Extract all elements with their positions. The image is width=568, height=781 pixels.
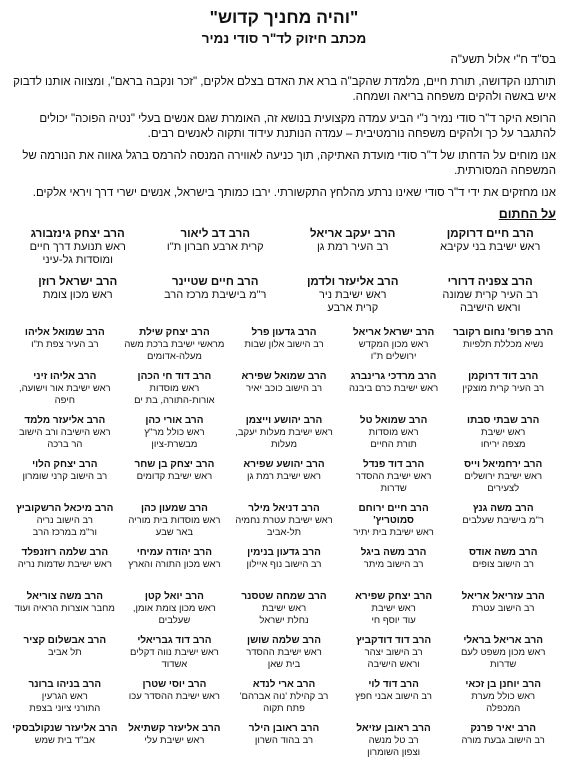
signatory-title: רב הישוב צופים: [472, 559, 534, 570]
signatory-name: הרב חיים דרוקמן: [446, 228, 534, 240]
signatory-title: ראש מכון צומת: [42, 289, 113, 301]
signatory-name: הרב משה ביגל: [360, 547, 427, 558]
signatory-title: ראש ישיבת מעלות יעקב,: [235, 427, 333, 438]
signatory-name: הרב יצחק שילת: [139, 327, 210, 338]
signatory: [341, 547, 447, 585]
signatory-title: וראש הישיבה: [367, 658, 420, 670]
signatory: [231, 503, 337, 541]
signatory-name: הרב דוד לוי: [368, 679, 419, 690]
signatory-title: ור"מ במרכז הרב: [32, 526, 97, 538]
signatory-title: תל-אביב: [266, 526, 302, 538]
signatory-name: הרב אליעזר קשתיאל: [128, 723, 221, 734]
signatory: [122, 371, 228, 409]
signatory-title: נחלת ישראל: [259, 614, 309, 626]
signatory-name: הרב ירחמיאל וייס: [464, 459, 543, 470]
signatory-title: המכפלה: [486, 702, 521, 714]
signatory-title: עוד יוסף חי: [371, 614, 416, 626]
signatory-name: הרב שמחה שטסנר: [241, 591, 327, 602]
signatory-name: הרב אליעזר ולדמן: [306, 276, 399, 288]
signatory-title: קרית ארבע חברון ת"ו: [166, 241, 264, 253]
signatory-name: הרב שמואל טל: [359, 415, 428, 426]
signatory: [12, 679, 118, 717]
signatory: [12, 591, 118, 629]
signatory: [450, 415, 556, 453]
signatory: [450, 547, 556, 585]
signatory: [12, 415, 118, 453]
signatory-name: הרב יהושע שפירא: [243, 459, 325, 470]
signatory-name: הרב שלמה רוזנפלד: [21, 547, 109, 558]
signatory-name: הרב יצחק גינזבורג: [30, 228, 125, 240]
signatory-name: הרב צפניה דרורי: [447, 276, 533, 288]
signatory-name: הרב יהודה עמיחי: [136, 547, 213, 558]
signatory-title: חיפה: [54, 394, 75, 406]
signatory: [12, 227, 144, 267]
signatory: [231, 327, 337, 365]
signatory-name: הרב דוד דרוקמן: [468, 371, 539, 382]
signatory-title: ראש מוסדות: [149, 383, 200, 394]
signatory-title: רב הישוב אלון שבות: [244, 339, 324, 350]
signatory-title: ראש מכון צומת אומן,: [132, 603, 216, 614]
signatory-title: ראש ישיבת ניר: [319, 289, 387, 301]
senior-signatories-grid: [12, 227, 556, 323]
signatory-title: ר"מ בישיבת מרכז הרב: [164, 289, 267, 301]
signatory-title: ראש מכון התורה והארץ: [128, 559, 221, 570]
signatory-title: ראש מכון המקדש: [358, 339, 429, 350]
signatory: [341, 415, 447, 453]
signatory-name: הרב יצחק בן שחר: [134, 459, 215, 470]
signatory-name: הרב יעקב אריאל: [310, 228, 396, 240]
signatory-title: רב טל מנשה: [368, 735, 419, 746]
signatory-name: הרב חיים ירוחם סמוטריץ': [358, 503, 429, 526]
signatory-name: הרב דוד פנדל: [363, 459, 425, 470]
signatory-title: ראש ישיבת נווה דקלים: [129, 647, 219, 658]
signatory-title: ראש מוסדות בית מוריה: [128, 515, 221, 526]
signatory: [122, 415, 228, 453]
signatory-title: ראש ישיבת כרם ביבנה: [349, 383, 439, 394]
signatory-name: הרב משה אודס: [468, 547, 538, 558]
signatory-name: הרב אליהו זיני: [33, 371, 97, 382]
signatory: [341, 503, 447, 541]
signatory: [450, 327, 556, 365]
signatory: [231, 723, 337, 761]
signatory-title: ראש מוסדות: [368, 427, 419, 438]
signatory: [450, 679, 556, 717]
signatory: [150, 275, 282, 315]
signatory-name: הרב מיכאל הרשקוביץ: [16, 503, 114, 514]
signatory: [341, 723, 447, 761]
signatory-title: קרית ארבע: [327, 302, 379, 314]
signatory-name: הרב דוד דודקביץ: [356, 635, 432, 646]
signatory: [341, 327, 447, 365]
signatory-title: ראש ישיבת ירושלים: [464, 471, 543, 482]
signatory-name: הרב יאיר פרנק: [470, 723, 537, 734]
signatory-title: נשיא מכללת תלפיות: [463, 339, 544, 350]
signatory-title: פתח תקוה: [263, 702, 305, 714]
signatory-name: הרב שמואל שפירא: [241, 371, 327, 382]
signatory-title: רב הישוב יצהר: [364, 647, 423, 658]
signatory-title: מחבר אוצרות הראיה ועוד: [14, 603, 115, 614]
signatory-title: ראש מכון משפט לעם: [460, 647, 546, 658]
signatory-title: ראש תנועת דרך חיים: [29, 241, 126, 253]
signatory-name: הרב יהושע וייצמן: [245, 415, 323, 426]
signatory: [341, 635, 447, 673]
signatory-title: באר שבע: [155, 526, 194, 538]
signatory: [231, 371, 337, 409]
signatory: [122, 723, 228, 761]
signatory-name: הרב יצחק הלוי: [32, 459, 98, 470]
signatory-name: הרב ארי לנדא: [252, 679, 316, 690]
signatory: [287, 227, 419, 267]
signatory-title: מעלה-אדומים: [146, 350, 202, 362]
signatory: [122, 327, 228, 365]
signatory-title: רב הישוב כוכב יאיר: [245, 383, 323, 394]
signatory: [12, 547, 118, 585]
signatory-title: שעלבים: [158, 614, 191, 626]
signatory-title: ראש ישיבת בני עקיבא: [440, 241, 541, 253]
signatory-title: ראש כולל מר"ץ: [144, 427, 205, 438]
signatory-title: רב הישוב נריה: [36, 515, 94, 526]
signatory-title: ראש ישיבת: [481, 427, 526, 438]
signatory-title: ראש ישיבת: [261, 603, 307, 614]
signatory: [287, 275, 419, 315]
signatory-title: שדרות: [380, 482, 407, 494]
signatory-name: הרב אריאל בראלי: [463, 635, 544, 646]
signatory: [450, 371, 556, 409]
signatory-title: רב העיר קרית שמונה: [442, 289, 539, 301]
signatory-title: רב הישוב אבני חפץ: [355, 691, 432, 702]
letter-subtitle: מכתב חיזוק לד"ר סודי נמיר: [201, 31, 367, 46]
signatory-title: אשדוד: [161, 658, 188, 670]
signatory-title: רב הישוב קרני שומרון: [22, 471, 108, 482]
signatory-name: הרב מרדכי גרינברג: [350, 371, 437, 382]
signatory-title: ראש ישיבת שדמות נריה: [17, 559, 112, 570]
signatory-title: רב הישוב גבעת מורה: [461, 735, 545, 746]
signatory-title: רב העיר קרית מוצקין: [462, 383, 545, 394]
signatory-title: ראש ישיבת ההסדר עכו: [128, 691, 221, 702]
signatory: [425, 275, 557, 315]
signatory-title: מבשרת-ציון: [151, 438, 198, 450]
signatory: [12, 503, 118, 541]
letter-body: [12, 75, 556, 201]
signatory: [450, 591, 556, 629]
signatory: [450, 635, 556, 673]
signatory-title: רב בהוד השרון: [254, 735, 314, 746]
signatory: [122, 635, 228, 673]
signatory: [122, 503, 228, 541]
signatory-name: הרב ישראל אריאל: [352, 327, 435, 338]
signatory-title: וצפון השומרון: [367, 746, 421, 758]
signatory: [450, 723, 556, 761]
signatory-name: הרב ישראל רוזן: [38, 276, 118, 288]
signatory-name: הרב דוד חי הכהן: [137, 371, 212, 382]
signatory-title: מראשי ישיבת ברכת משה: [124, 339, 225, 350]
signatory-title: מעלות: [270, 438, 298, 450]
signatory: [122, 547, 228, 585]
signatory-title: שדרות: [490, 658, 517, 670]
signatory-title: ראש ישיבת עלי: [144, 735, 205, 746]
signatory-title: ראש ישיבת: [371, 603, 416, 614]
signatory: [12, 275, 144, 315]
signatory-title: הר ברכה: [47, 438, 83, 450]
letter-title: "והיה מחניך קדוש": [209, 7, 359, 27]
signatory: [12, 327, 118, 365]
signatory-title: ראש הישיבה ורב הישוב: [19, 427, 111, 438]
signatory-title: לצעירים: [487, 482, 520, 494]
signatory: [450, 503, 556, 541]
signatory: [122, 679, 228, 717]
signatory: [122, 459, 228, 497]
signatory: [341, 459, 447, 497]
signatory: [231, 591, 337, 629]
signatory-name: הרב דוד גבריאלי: [137, 635, 212, 646]
signatory-title: בית שאן: [267, 658, 301, 670]
signatory-title: ראש ישיבת רמת גן: [247, 471, 321, 482]
signatory-name: הרב משה גנץ: [472, 503, 534, 514]
signatory-title: ר"מ בישיבת שעלבים: [462, 515, 544, 526]
signatory: [425, 227, 557, 267]
signatory-title: רב הישוב עטרת: [471, 603, 535, 614]
signatories-heading: על החתום: [498, 207, 556, 221]
signatory: [341, 679, 447, 717]
signatory: [231, 635, 337, 673]
signatory-name: הרב שלמה שושן: [247, 635, 321, 646]
signatory-title: ראש ישיבת קדומים: [136, 471, 213, 482]
signatory-name: הרב שבתי סבתו: [467, 415, 540, 426]
signatory-title: רב העיר רמת גן: [316, 241, 389, 253]
signatory: [12, 459, 118, 497]
signatory: [341, 371, 447, 409]
signatory-name: הרב אורי כהן: [145, 415, 204, 426]
signatory-name: הרב שמעון כהן: [140, 503, 208, 514]
signatory-name: הרב יצחק שפירא: [355, 591, 433, 602]
signatory-title: ראש ישיבת אור וישועה,: [18, 383, 111, 394]
signatory-title: אורות-התורה, בת ים: [134, 394, 215, 406]
signatory-name: הרב יואל קטן: [144, 591, 204, 602]
signatory-name: הרב ראובן הילר: [248, 723, 320, 734]
signatory-title: מצפה יריחו: [480, 438, 526, 450]
signatory-name: הרב דניאל מילר: [248, 503, 320, 514]
signatory-title: ירושלים ת"ו: [370, 350, 417, 362]
signatory: [150, 227, 282, 267]
signatory-title: רב הישוב נוף איילון: [246, 559, 322, 570]
signatory-title: רב העיר צפת ת"ו: [31, 339, 99, 350]
body-paragraph: הרופא היקר ד"ר סודי נמיר נ"י הביע עמדה מקצועית בנושא זה, האומרת שגם אנשים בעלי "נטיה הפוכה" יכולים להתגבר על כך ולהקים משפחה נורמטיבית – עמדה הנותנת עידוד ותקוה לאנשים רבים.: [39, 113, 556, 140]
signatory-name: הרב יוסי שטרן: [142, 679, 207, 690]
signatory-title: התורני ציוני בצפת: [29, 702, 101, 714]
signatory-name: הרב גדעון בנימין: [247, 547, 321, 558]
signatory: [231, 459, 337, 497]
signatory-name: הרב יוחנן בן זכאי: [465, 679, 541, 690]
signatory: [341, 591, 447, 629]
signatory-title: ראש כולל מערת: [471, 691, 536, 702]
signatory-title: תורת החיים: [370, 438, 417, 450]
body-paragraph: אנו מחזקים את ידי ד"ר סודי שאינו נרתע מהלחץ התקשורתי. ירבו כמותך בישראל, אנשים ישרי דרך ויראי אלקים.: [32, 187, 556, 199]
signatory-title: אב"ד בית שמש: [34, 735, 96, 746]
signatory-name: הרב דב ליאור: [180, 228, 250, 240]
signatory-title: ראש ישיבת ההסדר: [246, 647, 322, 658]
signatory-name: הרב שמואל אליהו: [24, 327, 105, 338]
signatory-title: ראש הגרעין: [41, 691, 88, 702]
signatory-name: הרב ראובן עזיאל: [356, 723, 431, 734]
signatory-title: רב הישוב מיתר: [363, 559, 424, 570]
signatory-name: הרב אליעזר שנקולבסקי: [12, 723, 118, 734]
signatory-title: וראש הישיבה: [459, 302, 521, 314]
signatory-name: הרב פרופ' נחום רקובר: [453, 327, 554, 338]
signatory: [231, 679, 337, 717]
signatory: [12, 635, 118, 673]
signatory: [231, 415, 337, 453]
signatory-name: הרב חיים שטיינר: [171, 276, 259, 288]
signatory-title: ראש ישיבת עטרת נחמיה: [235, 515, 333, 526]
signatory-name: הרב משה צוריאל: [26, 591, 103, 602]
signatory: [12, 371, 118, 409]
signatory-name: הרב עזריאל אריאל: [461, 591, 545, 602]
signatory-name: הרב אליעזר מלמד: [24, 415, 106, 426]
signatory-name: הרב גדעון פרל: [251, 327, 317, 338]
signatory: [122, 591, 228, 629]
body-paragraph: אנו מוחים על הדחתו של ד"ר סודי מועדת האתיקה, תוך כניעה לאווירה המנסה להרמס ברגל גאווה את הנורמה של המשפחה המסורתית.: [22, 150, 556, 177]
signatory: [231, 547, 337, 585]
signatory-name: הרב אבשלום קציר: [23, 635, 107, 646]
signatory: [12, 723, 118, 761]
body-paragraph: תורתנו הקדושה, תורת חיים, מלמדת שהקב"ה ברא את האדם בצלם אלקים, "זכר ונקבה בראם", ומצווה אותנו לדבוק איש באשה ולהקים משפחה בריאה ושמחה.: [13, 76, 556, 103]
signatory: [450, 459, 556, 497]
signatory-title: ראש ישיבת ההסדר: [355, 471, 432, 482]
signatories-grid: [12, 327, 556, 767]
hebrew-date: בס"ד ח"י אלול תשע"ה: [450, 54, 556, 66]
signatory-title: תל אביב: [47, 647, 82, 658]
signatory-name: הרב בניהו ברונר: [28, 679, 102, 690]
signatory-title: ראש ישיבת בית יתיר: [353, 527, 434, 538]
signatory-title: ומוסדות גל-עיני: [42, 254, 113, 266]
signatory-title: רב קהילת 'נוה אברהם': [239, 691, 329, 702]
